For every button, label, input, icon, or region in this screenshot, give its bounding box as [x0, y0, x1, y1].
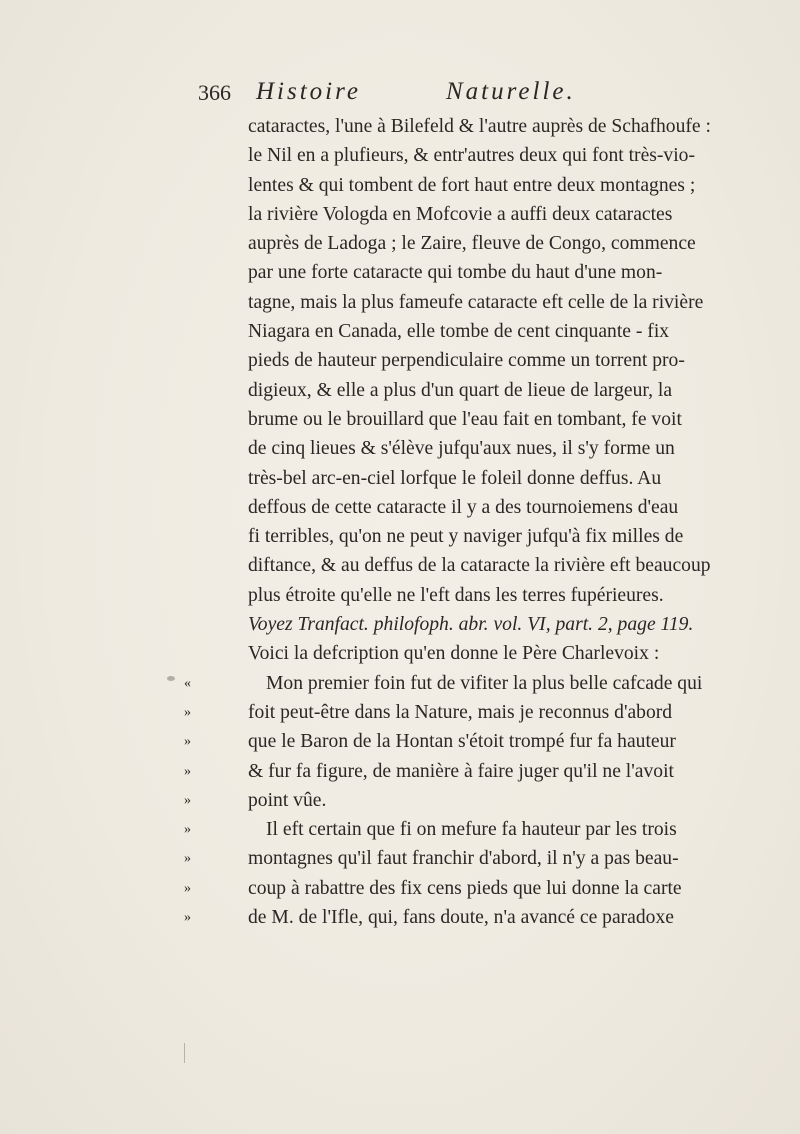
- line-text: Il eft certain que fi on mefure fa hauteur par les trois: [266, 819, 677, 841]
- header-title-histoire: Histoire: [256, 78, 362, 105]
- line-text: foit peut-être dans la Nature, mais je reconnus d'abord: [248, 701, 673, 723]
- line-text: cataractes, l'une à Bilefeld & l'autre auprès de Schafhoufe :: [248, 116, 711, 137]
- line-text: que le Baron de la Hontan s'étoit trompé fur fa hauteur: [248, 731, 676, 753]
- quotation-mark: »: [184, 792, 191, 808]
- text-line: [248, 522, 684, 551]
- text-line: [184, 815, 677, 844]
- text-line: [248, 346, 685, 375]
- quotation-mark: «: [184, 675, 191, 691]
- line-text: très-bel arc-en-ciel lorfque le foleil donne deffus. Au: [248, 467, 662, 489]
- line-text: la rivière Vologda en Mofcovie a auffi deux cataractes: [248, 203, 673, 225]
- text-line: [248, 141, 695, 170]
- text-line: [184, 903, 674, 932]
- text-line: [248, 551, 711, 580]
- line-text: diftance, & au deffus de la cataracte la rivière eft beaucoup: [248, 555, 711, 577]
- text-line: [184, 757, 674, 786]
- quotation-mark: »: [184, 704, 191, 720]
- text-line: [184, 844, 679, 873]
- quotation-mark: »: [184, 734, 191, 750]
- running-header: [198, 76, 638, 110]
- text-line: [248, 229, 696, 258]
- text-line: [248, 258, 663, 287]
- text-line: [184, 874, 682, 903]
- quotation-mark: »: [184, 880, 191, 896]
- quotation-mark: »: [184, 763, 191, 779]
- quotation-mark: »: [184, 851, 191, 867]
- ink-blot: [167, 676, 175, 681]
- paper-mark: [184, 1043, 185, 1063]
- line-text: de M. de l'Ifle, qui, fans doute, n'a avancé ce paradoxe: [248, 907, 674, 929]
- line-text: digieux, & elle a plus d'un quart de lieue de largeur, la: [248, 379, 673, 401]
- text-line: [248, 581, 664, 610]
- line-text: auprès de Ladoga ; le Zaire, fleuve de Congo, commence: [248, 233, 696, 255]
- page-number: 366: [198, 80, 231, 105]
- line-text: tagne, mais la plus fameufe cataracte eft celle de la rivière: [248, 291, 704, 313]
- header-title-naturelle: Naturelle.: [446, 78, 576, 105]
- text-line: [248, 288, 704, 317]
- text-line: [248, 405, 682, 434]
- quotation-mark: »: [184, 910, 191, 926]
- text-line: [248, 376, 673, 405]
- text-line: [248, 112, 711, 141]
- line-text: fi terribles, qu'on ne peut y naviger jufqu'à fix milles de: [248, 526, 684, 548]
- text-line: [184, 698, 673, 727]
- line-text: & fur fa figure, de manière à faire juger qu'il ne l'avoit: [248, 760, 674, 782]
- text-line: [248, 200, 673, 229]
- line-text: coup à rabattre des fix cens pieds que lui donne la carte: [248, 877, 682, 899]
- line-text: plus étroite qu'elle ne l'eft dans les terres fupérieures.: [248, 584, 664, 606]
- text-line: [184, 669, 703, 698]
- text-line: [184, 727, 676, 756]
- text-line: [248, 493, 679, 522]
- line-text: par une forte cataracte qui tombe du haut d'une mon-: [248, 262, 663, 284]
- text-line: [248, 171, 696, 200]
- text-line: [248, 639, 660, 668]
- text-line: [248, 434, 675, 463]
- text-line: [184, 786, 628, 815]
- body-text: [184, 112, 711, 932]
- line-text: Niagara en Canada, elle tombe de cent cinquante - fix: [248, 321, 670, 343]
- line-text: lentes & qui tombent de fort haut entre deux montagnes ;: [248, 174, 696, 196]
- text-line: [248, 317, 670, 346]
- line-text: de cinq lieues & s'élève jufqu'aux nues, il s'y forme un: [248, 438, 675, 460]
- quotation-mark: »: [184, 822, 191, 838]
- line-text: le Nil en a plufieurs, & entr'autres deux qui font très-vio-: [248, 145, 695, 167]
- text-line: [248, 610, 694, 639]
- line-text: point vûe.: [248, 789, 327, 811]
- line-text: pieds de hauteur perpendiculaire comme un torrent pro-: [248, 350, 685, 372]
- line-text: Voyez Tranfact. philofoph. abr. vol. VI, part. 2, page 119.: [248, 614, 694, 636]
- text-line: [248, 464, 662, 493]
- line-text: montagnes qu'il faut franchir d'abord, il n'y a pas beau-: [248, 848, 679, 870]
- line-text: brume ou le brouillard que l'eau fait en tombant, fe voit: [248, 408, 682, 430]
- line-text: Voici la defcription qu'en donne le Père Charlevoix :: [248, 643, 660, 665]
- line-text: deffous de cette cataracte il y a des tournoiemens d'eau: [248, 496, 679, 518]
- line-text: Mon premier foin fut de vifiter la plus belle cafcade qui: [266, 672, 703, 694]
